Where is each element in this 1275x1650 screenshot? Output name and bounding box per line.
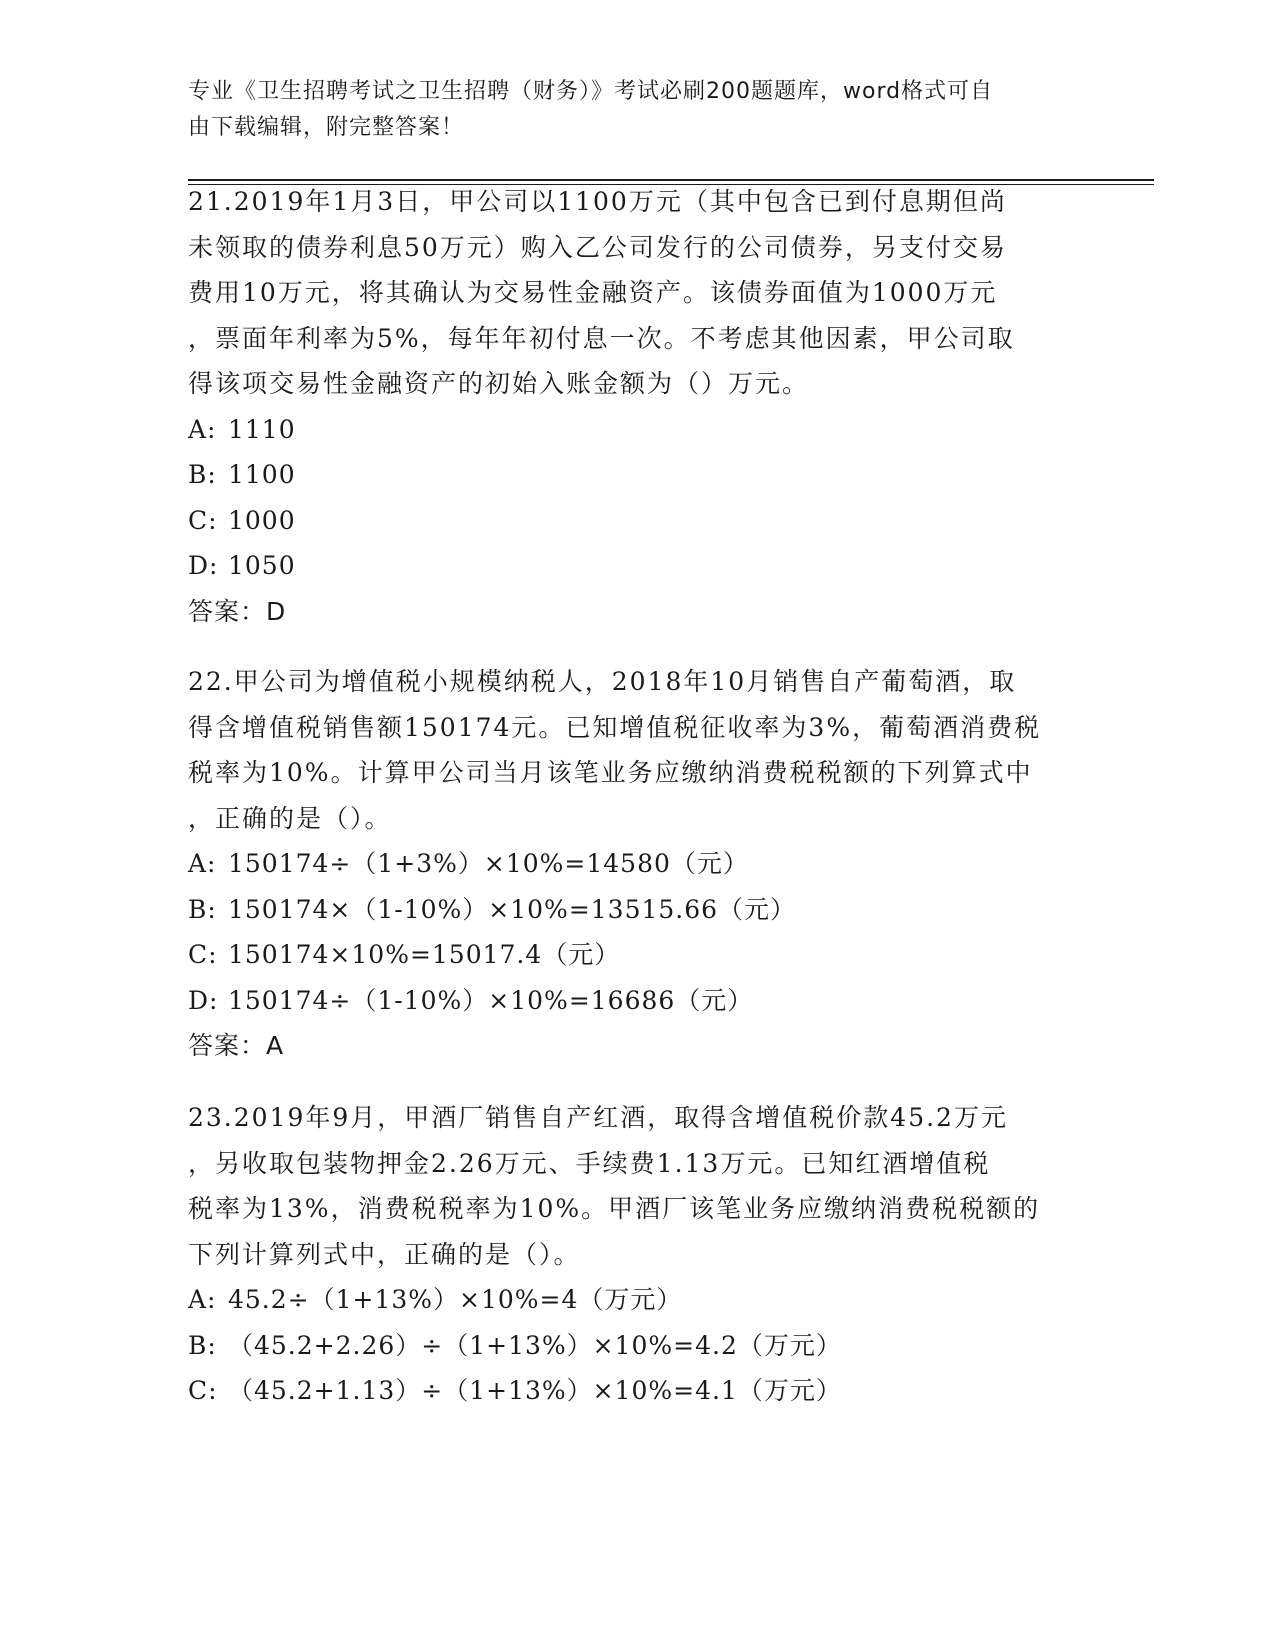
- header-line-2: 由下载编辑，附完整答案！: [188, 115, 465, 140]
- option-c: C: 1000: [188, 505, 296, 535]
- stem-line: 23.2019年9月，甲酒厂销售自产红酒，取得含增值税价款45.2万元: [188, 1103, 1008, 1132]
- option-b: B: （45.2+2.26）÷（1+13%）×10%=4.2（万元）: [188, 1330, 842, 1360]
- question-21: [188, 179, 1088, 634]
- stem-line: ，正确的是（）。: [188, 803, 392, 833]
- option-d: D: 1050: [188, 551, 296, 580]
- stem-line: 得含增值税销售额150174元。已知增值税征收率为3%，葡萄酒消费税: [188, 712, 1042, 742]
- question-23: [188, 1095, 1088, 1414]
- stem-line: 税率为10%。计算甲公司当月该笔业务应缴纳消费税税额的下列算式中: [188, 758, 1033, 787]
- question-22: [188, 659, 1088, 1069]
- question-stem: [188, 659, 1088, 841]
- option-b: B: 1100: [188, 460, 296, 489]
- option-d: D: 150174÷（1-10%）×10%=16686（元）: [188, 985, 754, 1015]
- option-c: C: （45.2+1.13）÷（1+13%）×10%=4.1（万元）: [188, 1376, 842, 1405]
- question-stem: [188, 179, 1088, 407]
- document-header: [188, 74, 1068, 146]
- stem-line: 得该项交易性金融资产的初始入账金额为（）万元。: [188, 369, 810, 398]
- question-stem: [188, 1095, 1088, 1277]
- stem-line: 22.甲公司为增值税小规模纳税人，2018年10月销售自产葡萄酒，取: [188, 667, 1017, 696]
- stem-line: ，票面年利率为5%，每年年初付息一次。不考虑其他因素，甲公司取: [188, 323, 1015, 353]
- answer-label: 答案：D: [188, 596, 287, 626]
- stem-line: ，另收取包装物押金2.26万元、手续费1.13万元。已知红酒增值税: [188, 1148, 991, 1178]
- stem-line: 21.2019年1月3日，甲公司以1100万元（其中包含已到付息期但尚: [188, 187, 1007, 216]
- option-c: C: 150174×10%=15017.4（元）: [188, 940, 621, 969]
- header-line-1: 专业《卫生招聘考试之卫生招聘（财务）》考试必刷200题题库，word格式可自: [188, 79, 994, 104]
- stem-line: 费用10万元，将其确认为交易性金融资产。该债券面值为1000万元: [188, 278, 998, 307]
- option-b: B: 150174×（1-10%）×10%=13515.66（元）: [188, 894, 797, 924]
- option-a: A: 150174÷（1+3%）×10%=14580（元）: [188, 849, 749, 878]
- option-a: A: 45.2÷（1+13%）×10%=4（万元）: [188, 1285, 683, 1314]
- answer-label: 答案：A: [188, 1031, 285, 1060]
- stem-line: 税率为13%，消费税税率为10%。甲酒厂该笔业务应缴纳消费税税额的: [188, 1194, 1041, 1223]
- option-a: A: 1110: [188, 414, 296, 444]
- stem-line: 下列计算列式中，正确的是（）。: [188, 1239, 581, 1269]
- stem-line: 未领取的债券利息50万元）购入乙公司发行的公司债券，另支付交易: [188, 232, 1007, 262]
